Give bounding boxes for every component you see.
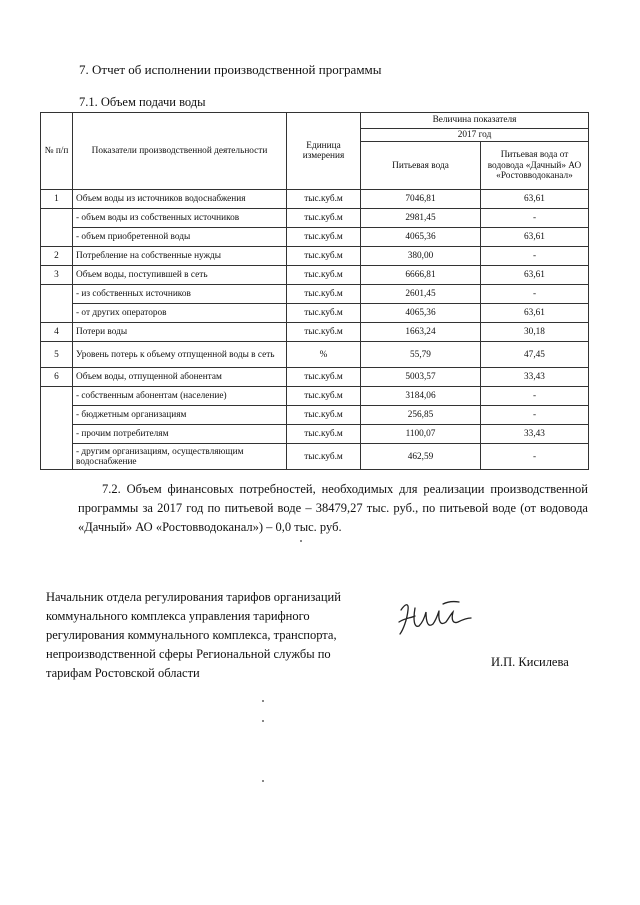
row-no: 3 xyxy=(41,266,73,285)
scan-speck xyxy=(262,780,264,782)
row-v1: 2601,45 xyxy=(361,285,481,304)
header-indicator: Показатели производственной деятельности xyxy=(73,113,287,190)
row-v2: 30,18 xyxy=(481,323,589,342)
row-v1: 4065,36 xyxy=(361,304,481,323)
row-name: Объем воды из источников водоснабжения xyxy=(73,190,287,209)
row-no: 2 xyxy=(41,247,73,266)
row-unit: тыс.куб.м xyxy=(287,368,361,387)
row-v1: 380,00 xyxy=(361,247,481,266)
table-row xyxy=(41,247,589,266)
row-unit: тыс.куб.м xyxy=(287,304,361,323)
row-name: - другим организациям, осуществляющим водоснабжение xyxy=(73,444,287,470)
signatory-position xyxy=(46,588,376,683)
row-no xyxy=(41,387,73,470)
signatory-name: И.П. Кисилева xyxy=(491,655,569,669)
row-name: - прочим потребителям xyxy=(73,425,287,444)
row-v2: - xyxy=(481,285,589,304)
row-unit: тыс.куб.м xyxy=(287,444,361,470)
row-unit: тыс.куб.м xyxy=(287,247,361,266)
row-no: 6 xyxy=(41,368,73,387)
table-row xyxy=(41,304,589,323)
row-v2: 33,43 xyxy=(481,368,589,387)
header-potable: Питьевая вода xyxy=(361,142,481,190)
row-v1: 55,79 xyxy=(361,342,481,368)
row-v1: 3184,06 xyxy=(361,387,481,406)
table-row xyxy=(41,323,589,342)
row-name: - объем воды из собственных источников xyxy=(73,209,287,228)
row-v2: - xyxy=(481,444,589,470)
row-v1: 6666,81 xyxy=(361,266,481,285)
scan-speck xyxy=(262,720,264,722)
row-v1: 1663,24 xyxy=(361,323,481,342)
row-v2: 63,61 xyxy=(481,266,589,285)
header-no: № п/п xyxy=(41,113,73,190)
row-v1: 5003,57 xyxy=(361,368,481,387)
row-v2: - xyxy=(481,387,589,406)
signatory-position-line: непроизводственной сферы Региональной службы по xyxy=(46,647,331,661)
row-name: Объем воды, поступившей в сеть xyxy=(73,266,287,285)
scan-speck xyxy=(300,540,302,542)
row-unit: тыс.куб.м xyxy=(287,209,361,228)
signatory-position-line: коммунального комплекса управления тарифного xyxy=(46,609,310,623)
row-no: 4 xyxy=(41,323,73,342)
row-unit: тыс.куб.м xyxy=(287,266,361,285)
table-row xyxy=(41,209,589,228)
row-name: - объем приобретенной воды xyxy=(73,228,287,247)
row-unit: тыс.куб.м xyxy=(287,425,361,444)
row-unit: тыс.куб.м xyxy=(287,190,361,209)
row-unit: тыс.куб.м xyxy=(287,387,361,406)
row-v2: - xyxy=(481,209,589,228)
row-v2: 33,43 xyxy=(481,425,589,444)
table-row xyxy=(41,406,589,425)
row-name: - от других операторов xyxy=(73,304,287,323)
table-row xyxy=(41,425,589,444)
table-row xyxy=(41,342,589,368)
header-potable-dachny: Питьевая вода от водовода «Дачный» АО «Ростовводоканал» xyxy=(481,142,589,190)
header-unit: Единица измерения xyxy=(287,113,361,190)
row-no: 5 xyxy=(41,342,73,368)
row-unit: тыс.куб.м xyxy=(287,285,361,304)
row-v1: 1100,07 xyxy=(361,425,481,444)
table-row xyxy=(41,228,589,247)
table-row xyxy=(41,190,589,209)
signatory-position-line: регулирования коммунального комплекса, транспорта, xyxy=(46,628,337,642)
row-name: - из собственных источников xyxy=(73,285,287,304)
subsection-title: 7.1. Объем подачи воды xyxy=(79,95,206,109)
row-no: 1 xyxy=(41,190,73,209)
row-name: Потребление на собственные нужды xyxy=(73,247,287,266)
row-v2: - xyxy=(481,247,589,266)
row-v2: 47,45 xyxy=(481,342,589,368)
row-v1: 7046,81 xyxy=(361,190,481,209)
table-row xyxy=(41,387,589,406)
row-v1: 256,85 xyxy=(361,406,481,425)
row-unit: тыс.куб.м xyxy=(287,406,361,425)
row-v1: 462,59 xyxy=(361,444,481,470)
row-v1: 4065,36 xyxy=(361,228,481,247)
row-unit: % xyxy=(287,342,361,368)
header-year: 2017 год xyxy=(361,129,589,142)
table-row xyxy=(41,285,589,304)
water-supply-table xyxy=(40,112,589,470)
row-v2: 63,61 xyxy=(481,228,589,247)
signatory-position-line: Начальник отдела регулирования тарифов организаций xyxy=(46,590,341,604)
scan-speck xyxy=(262,700,264,702)
handwritten-signature xyxy=(395,596,475,644)
row-name: Потери воды xyxy=(73,323,287,342)
row-name: - бюджетным организациям xyxy=(73,406,287,425)
row-v2: 63,61 xyxy=(481,190,589,209)
row-name: Уровень потерь к объему отпущенной воды в сеть xyxy=(73,342,287,368)
row-no xyxy=(41,285,73,323)
row-v1: 2981,45 xyxy=(361,209,481,228)
section-title: 7. Отчет об исполнении производственной программы xyxy=(79,62,382,77)
row-v2: - xyxy=(481,406,589,425)
row-unit: тыс.куб.м xyxy=(287,228,361,247)
row-name: - собственным абонентам (население) xyxy=(73,387,287,406)
table-row xyxy=(41,368,589,387)
financial-needs-paragraph: 7.2. Объем финансовых потребностей, необходимых для реализации производственной программы за 2017 год по питьевой воде – 38479,27 тыс. руб., по питьевой воде (от водовода «Дачный» АО «Ростовводоканал») – 0,0 тыс. руб. xyxy=(78,482,588,534)
row-no xyxy=(41,209,73,247)
row-v2: 63,61 xyxy=(481,304,589,323)
table-row xyxy=(41,266,589,285)
header-value: Величина показателя xyxy=(361,113,589,129)
signatory-position-line: тарифам Ростовской области xyxy=(46,666,200,680)
row-unit: тыс.куб.м xyxy=(287,323,361,342)
table-row xyxy=(41,444,589,470)
row-name: Объем воды, отпущенной абонентам xyxy=(73,368,287,387)
